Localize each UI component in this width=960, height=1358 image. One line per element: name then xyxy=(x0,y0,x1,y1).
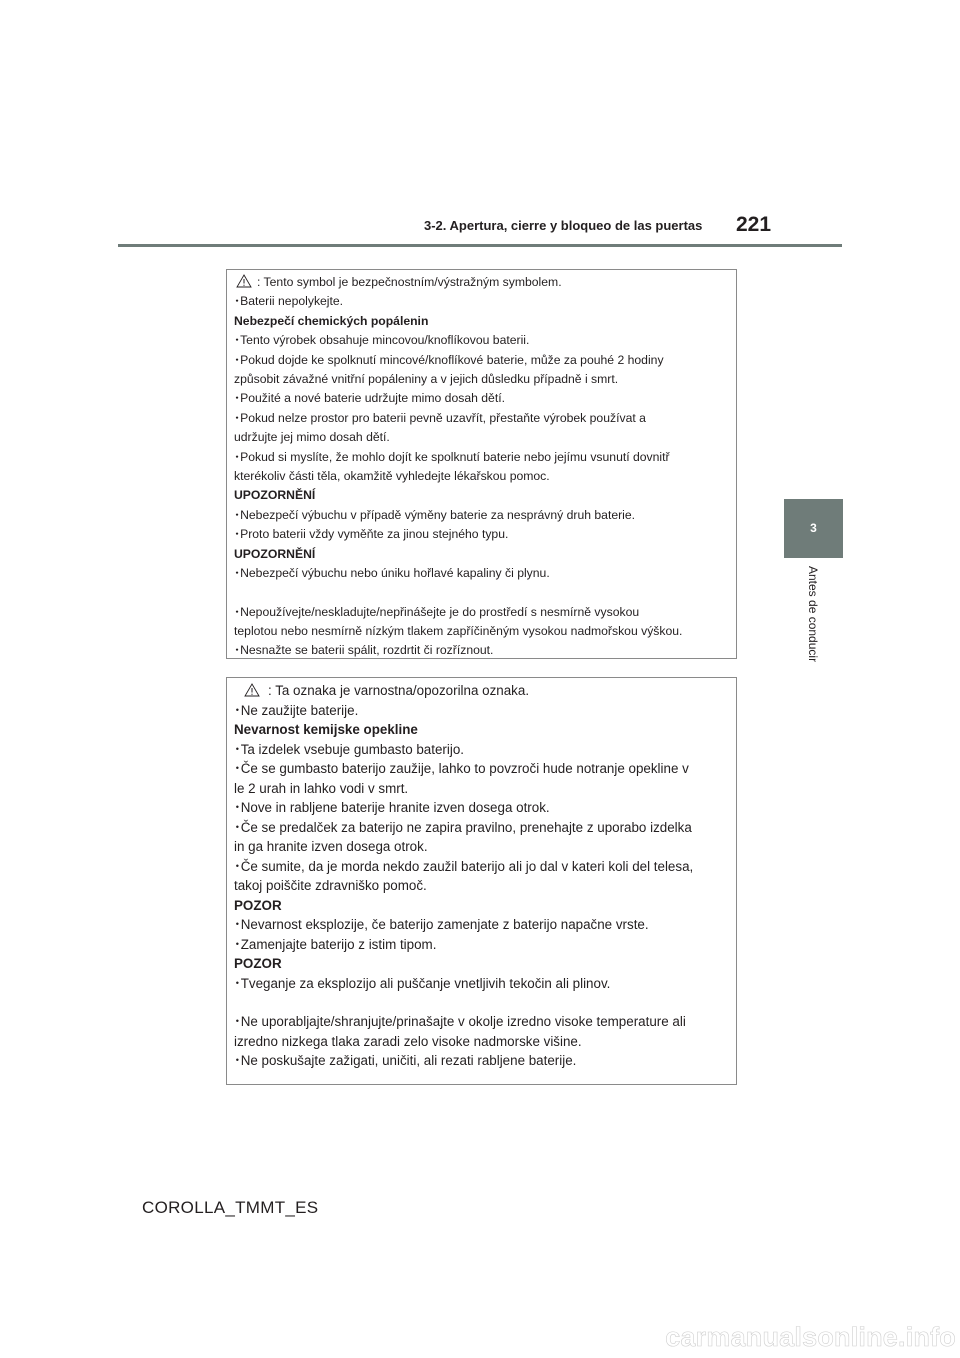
warning-lines-slovenian xyxy=(234,701,736,1071)
header-divider xyxy=(118,244,842,247)
warning-text-line: in ga hranite izven dosega otrok. xyxy=(234,839,428,854)
warning-text-line: ･Nevarnost eksplozije, če baterijo zamenjate z baterijo napačne vrste. xyxy=(234,917,649,932)
warning-text-line: izredno nizkega tlaka zaradi zelo visoke nadmorske višine. xyxy=(234,1033,582,1049)
warning-intro-line xyxy=(234,273,736,292)
warning-intro-line xyxy=(234,681,736,701)
page-number: 221 xyxy=(736,213,772,236)
warning-triangle-icon xyxy=(244,683,260,697)
warning-text-line: takoj poiščite zdravniško pomoč. xyxy=(234,878,427,893)
warning-text-line xyxy=(234,584,736,603)
warning-text-line: ･Zamenjajte baterijo z istim tipom. xyxy=(234,936,437,952)
warning-text-line xyxy=(234,993,736,1012)
warning-text-line: ･Baterii nepolykejte. xyxy=(234,294,344,309)
warning-intro-text: : Ta oznaka je varnostna/opozorilna oznaka. xyxy=(268,683,530,698)
warning-text-line: le 2 urah in lahko vodi v smrt. xyxy=(234,780,409,796)
section-title: 3-2. Apertura, cierre y bloqueo de las puertas xyxy=(424,218,703,233)
warning-text-line: způsobit závažné vnitřní popáleniny a v jejich důsledku případně i smrt. xyxy=(234,372,619,387)
warning-text-line: ･Če sumite, da je morda nekdo zaužil baterijo ali jo dal v kateri koli del telesa, xyxy=(234,858,694,874)
warning-text-line: udržujte jej mimo dosah dětí. xyxy=(234,430,390,445)
watermark: carmanualsonline.info xyxy=(665,1322,956,1352)
warning-text-line: ･Pokud dojde ke spolknutí mincové/knoflíkové baterie, může za pouhé 2 hodiny xyxy=(234,352,664,367)
warning-heading: Nevarnost kemijske opekline xyxy=(234,722,418,737)
warning-text-line: ･Tveganje za eksplozijo ali puščanje vnetljivih tekočin ali plinov. xyxy=(234,975,611,991)
warning-text-line: ･Nebezpečí výbuchu nebo úniku hořlavé kapaliny či plynu. xyxy=(234,566,550,581)
warning-heading: UPOZORNĚNÍ xyxy=(234,546,316,561)
warning-text-line: teplotou nebo nesmírně nízkým tlakem zapříčiněným vysokou nadmořskou výškou. xyxy=(234,623,683,638)
warning-triangle-icon xyxy=(236,274,252,288)
warning-text-line: ･Nove in rabljene baterije hranite izven dosega otrok. xyxy=(234,800,550,815)
warning-text-line: ･Nepoužívejte/neskladujte/nepřinášejte je do prostředí s nesmírně vysokou xyxy=(234,604,640,619)
warning-text-line: ･Ta izdelek vsebuje gumbasto baterijo. xyxy=(234,741,465,757)
warning-text-line: ･Če se gumbasto baterijo zaužije, lahko to povzroči hude notranje opekline v xyxy=(234,761,689,776)
warning-heading: Nebezpečí chemických popálenin xyxy=(234,313,429,328)
warning-text-line: kterékoliv části těla, okamžitě vyhledejte lékařskou pomoc. xyxy=(234,469,550,484)
warning-text-line: ･Tento výrobek obsahuje mincovou/knoflíkovou baterii. xyxy=(234,333,530,348)
chapter-tab: 3 xyxy=(784,499,843,558)
warning-text-line: ･Pokud nelze prostor pro baterii pevně uzavřít, přestaňte výrobek používat a xyxy=(234,410,646,425)
warning-heading: UPOZORNĚNÍ xyxy=(234,488,316,503)
warning-intro-text: : Tento symbol je bezpečnostním/výstražným symbolem. xyxy=(257,275,562,289)
warning-text-line: ･Použité a nové baterie udržujte mimo dosah dětí. xyxy=(234,391,505,406)
warning-text-line: ･Proto baterii vždy vyměňte za jinou stejného typu. xyxy=(234,527,509,542)
warning-heading: POZOR xyxy=(234,897,282,913)
warning-text-line: ･Ne zaužijte baterije. xyxy=(234,702,359,718)
model-code: COROLLA_TMMT_ES xyxy=(142,1198,319,1217)
warning-box-slovenian xyxy=(226,677,737,1085)
warning-lines-czech xyxy=(234,292,736,660)
warning-text-line: ･Nebezpečí výbuchu v případě výměny baterie za nesprávný druh baterie. xyxy=(234,507,636,522)
warning-text-line: ･Ne poskušajte zažigati, uničiti, ali rezati rabljene baterije. xyxy=(234,1053,577,1068)
warning-box-czech xyxy=(226,269,737,659)
warning-text-line: ･Pokud si myslíte, že mohlo dojít ke spolknutí baterie nebo jejímu vsunutí dovnitř xyxy=(234,449,670,464)
chapter-title: Antes de conducir xyxy=(806,566,820,663)
warning-text-line: ･Če se predalček za baterijo ne zapira pravilno, prenehajte z uporabo izdelka xyxy=(234,819,692,835)
warning-text-line: ･Ne uporabljajte/shranjujte/prinašajte v okolje izredno visoke temperature ali xyxy=(234,1014,686,1029)
warning-text-line: ･Nesnažte se baterii spálit, rozdrtit či rozříznout. xyxy=(234,643,494,658)
warning-heading: POZOR xyxy=(234,956,282,971)
